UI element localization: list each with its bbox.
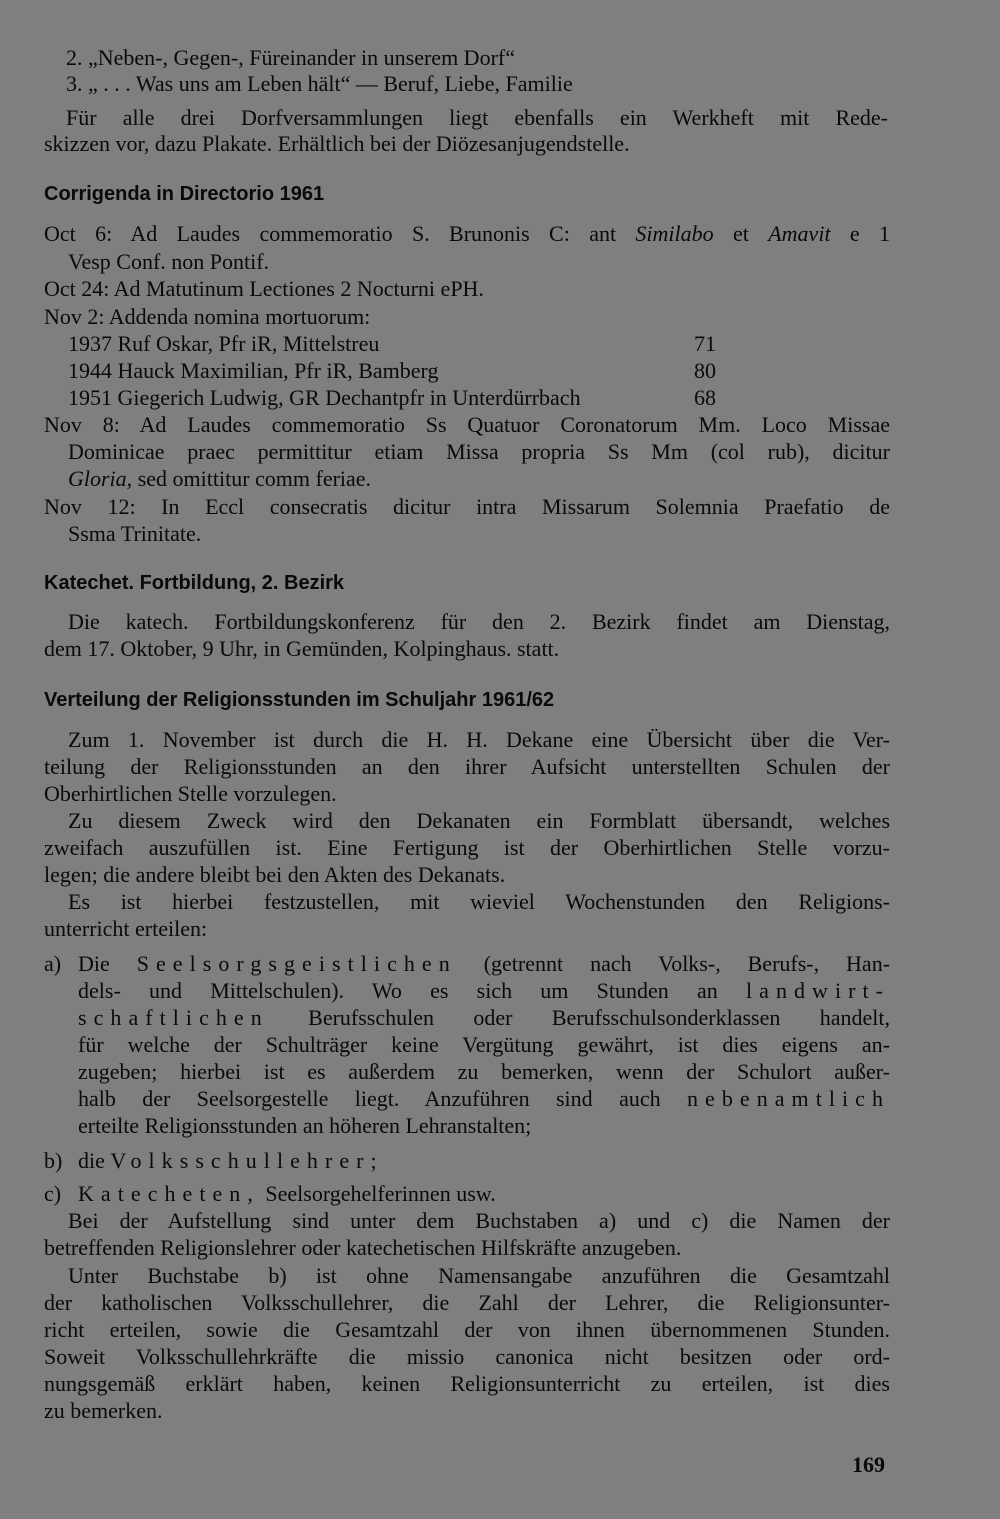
list-text: (getrennt nach Volks-, Berufs-, Han- <box>483 951 891 976</box>
paragraph-line: teilung der Religionsstunden an den ihrer Aufsicht unterstellten Schulen der <box>44 754 890 779</box>
section-heading: Katechet. Fortbildung, 2. Bezirk <box>44 572 345 594</box>
list-label: a) <box>44 951 62 976</box>
paragraph-line: der katholischen Volksschullehrer, die Zahl der Lehrer, die Religionsunter- <box>44 1290 890 1315</box>
paragraph-line: Es ist hierbei festzustellen, mit wieviel Wochenstunden den Religions- <box>68 889 890 914</box>
list-text: die <box>78 1148 105 1173</box>
page-number: 169 <box>852 1452 885 1477</box>
mortuorum-age: 80 <box>694 358 716 383</box>
list-text: Seelsorgehelferinnen usw. <box>265 1181 496 1206</box>
spaced-term: schaftlichen <box>78 1005 269 1030</box>
paragraph-line: richt erteilen, sowie die Gesamtzahl der von ihnen übernommenen Stunden. <box>44 1317 890 1342</box>
list-text: halb der Seelsorgestelle liegt. Anzuführen sind auch <box>78 1086 661 1111</box>
spaced-term: Katecheten, <box>78 1181 260 1206</box>
paragraph-line: Die katech. Fortbildungskonferenz für den 2. Bezirk findet am Dienstag, <box>68 609 890 634</box>
list-line: für welche der Schulträger keine Vergütung gewährt, ist dies eigens an- <box>78 1032 890 1057</box>
paragraph-line: betreffenden Religionslehrer oder katechetischen Hilfskräfte anzugeben. <box>44 1235 682 1260</box>
spaced-term: Seelsorgsgeistlichen <box>136 951 457 976</box>
corrigenda-text: et <box>733 221 749 246</box>
paragraph-line: unterricht erteilen: <box>44 916 208 941</box>
paragraph-line: Bei der Aufstellung sind unter dem Buchstaben a) und c) die Namen der <box>68 1208 890 1233</box>
list-label: c) <box>44 1181 62 1206</box>
section-heading: Verteilung der Religionsstunden im Schuljahr 1961/62 <box>44 689 555 711</box>
corrigenda-line: Nov 2: Addenda nomina mortuorum: <box>44 304 371 329</box>
list-label: b) <box>44 1148 63 1173</box>
corrigenda-text: e 1 <box>849 221 891 246</box>
paragraph-line: Für alle drei Dorfversammlungen liegt ebenfalls ein Werkheft mit Rede- <box>66 105 888 130</box>
list-line <box>78 1181 496 1207</box>
list-line <box>78 1086 890 1112</box>
corrigenda-line: Vesp Conf. non Pontif. <box>68 249 270 274</box>
gloria-word: Gloria, <box>68 466 133 491</box>
antiphon-name: Similabo <box>635 221 714 246</box>
list-line <box>78 978 890 1004</box>
corrigenda-line: Nov 8: Ad Laudes commemoratio Ss Quatuor Coronatorum Mm. Loco Missae <box>44 412 890 437</box>
list-item: 3. „ . . . Was uns am Leben hält“ — Beruf, Liebe, Familie <box>66 71 573 96</box>
list-line <box>78 1148 384 1174</box>
corrigenda-line: Nov 12: In Eccl consecratis dicitur intra Missarum Solemnia Praefatio de <box>44 494 890 519</box>
paragraph-line: Unter Buchstabe b) ist ohne Namensangabe anzuführen die Gesamtzahl <box>68 1263 890 1288</box>
paragraph-line: skizzen vor, dazu Plakate. Erhältlich bei der Diözesanjugendstelle. <box>44 131 630 156</box>
list-text: Die <box>78 951 110 976</box>
paragraph-line: Zu diesem Zweck wird den Dekanaten ein Formblatt übersandt, welches <box>68 808 890 833</box>
list-line <box>78 1005 890 1031</box>
list-item: 2. „Neben-, Gegen-, Füreinander in unserem Dorf“ <box>66 45 515 70</box>
paragraph-line: Oberhirtlichen Stelle vorzulegen. <box>44 781 337 806</box>
section-heading: Corrigenda in Directorio 1961 <box>44 183 325 205</box>
paragraph-line: zu bemerken. <box>44 1398 163 1423</box>
corrigenda-text: sed omittitur comm feriae. <box>137 466 372 491</box>
paragraph-line: dem 17. Oktober, 9 Uhr, in Gemünden, Kolpinghaus. statt. <box>44 636 560 661</box>
spaced-term: landwirt- <box>745 978 890 1003</box>
mortuorum-entry: 1944 Hauck Maximilian, Pfr iR, Bamberg <box>68 358 439 383</box>
corrigenda-line: Oct 24: Ad Matutinum Lectiones 2 Nocturni ePH. <box>44 276 484 301</box>
list-text: Berufsschulen oder Berufsschulsonderklassen handelt, <box>308 1005 891 1030</box>
list-line <box>78 951 890 977</box>
spaced-term: nebenamtlich <box>687 1086 891 1111</box>
paragraph-line: zweifach auszufüllen ist. Eine Fertigung ist der Oberhirtlichen Stelle vorzu- <box>44 835 890 860</box>
spaced-term: Volksschullehrer; <box>110 1148 384 1173</box>
list-text: dels- und Mittelschulen). Wo es sich um Stunden an <box>78 978 718 1003</box>
corrigenda-line <box>44 221 890 247</box>
mortuorum-entry: 1937 Ruf Oskar, Pfr iR, Mittelstreu <box>68 331 380 356</box>
paragraph-line: legen; die andere bleibt bei den Akten des Dekanats. <box>44 862 506 887</box>
mortuorum-age: 68 <box>694 385 716 410</box>
mortuorum-age: 71 <box>694 331 716 356</box>
list-line: erteilte Religionsstunden an höheren Lehranstalten; <box>78 1113 532 1138</box>
antiphon-name: Amavit <box>768 221 831 246</box>
corrigenda-line <box>68 466 371 492</box>
corrigenda-text: Oct 6: Ad Laudes commemoratio S. Brunonis C: ant <box>44 221 617 246</box>
paragraph-line: nungsgemäß erklärt haben, keinen Religionsunterricht zu erteilen, ist dies <box>44 1371 890 1396</box>
paragraph-line: Zum 1. November ist durch die H. H. Dekane eine Übersicht über die Ver- <box>68 727 890 752</box>
paragraph-line: Soweit Volksschullehrkräfte die missio canonica nicht besitzen oder ord- <box>44 1344 890 1369</box>
corrigenda-line: Dominicae praec permittitur etiam Missa propria Ss Mm (col rub), dicitur <box>68 439 890 464</box>
list-line: zugeben; hierbei ist es außerdem zu bemerken, wenn der Schulort außer- <box>78 1059 890 1084</box>
corrigenda-line: Ssma Trinitate. <box>68 521 202 546</box>
mortuorum-entry: 1951 Giegerich Ludwig, GR Dechantpfr in Unterdürrbach <box>68 385 581 410</box>
